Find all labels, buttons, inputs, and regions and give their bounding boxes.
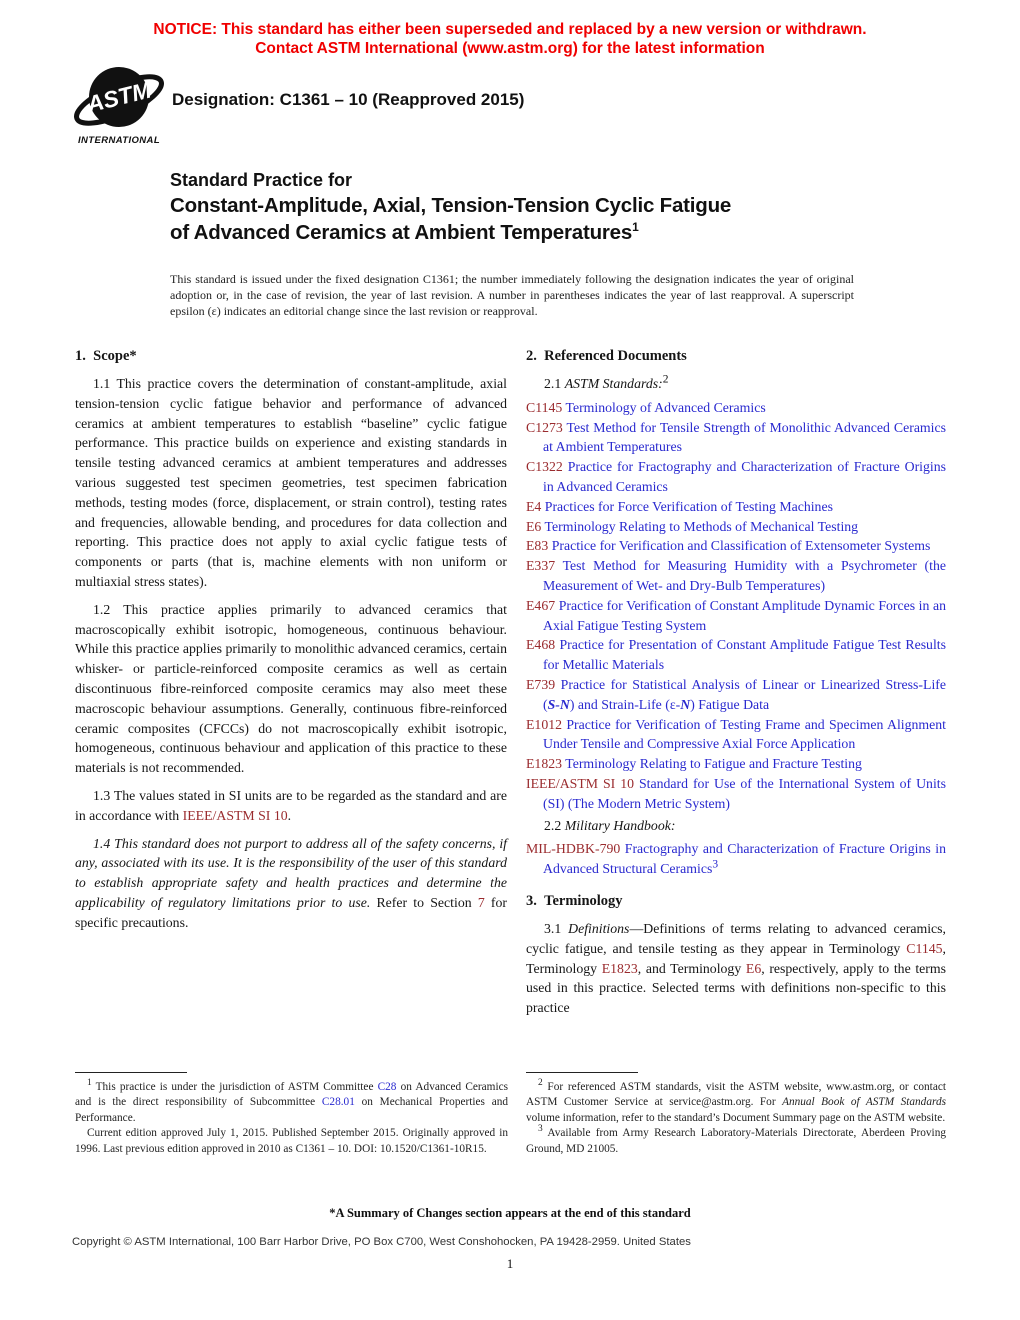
paragraph-1-2: 1.2 This practice applies primarily to advanced ceramics that macroscopically exhibit isotropic, homogeneous, continuous behaviour. While this practice applies primarily to monolithic advanced ceramics, certain whisker- or particle-reinforced composite ceramics as well as certain discontinuous fibre-reinforced composite ceramics may also meet these macroscopic behaviour assumptions. Generally, continuous fibre-reinforced ceramic composites (CFCCs) do not macroscopically exhibit isotropic, homogeneous, continuous behaviour and application of this practice to these materials is not recommended. <box>75 601 507 776</box>
reference-code-link[interactable]: E83 <box>526 538 549 554</box>
reference-title: Terminology Relating to Fatigue and Fracture Testing <box>565 756 862 772</box>
reference-title: Practice for Verification of Constant Amplitude Dynamic Forces in an Axial Fatigue Testing System <box>543 597 946 633</box>
copyright-line: Copyright © ASTM International, 100 Barr Harbor Drive, PO Box C700, West Conshohocken, PA 19428-2959. United States <box>72 1236 691 1248</box>
reference-item <box>526 457 946 497</box>
footnote-1 <box>75 1080 508 1126</box>
reference-item <box>526 517 946 537</box>
paragraph-3-1 <box>526 919 946 1018</box>
reference-code-link[interactable]: E4 <box>526 498 542 514</box>
right-column <box>526 348 946 1026</box>
footnote-2 <box>526 1080 946 1126</box>
sn-notation: S-N <box>547 696 570 712</box>
superseded-notice <box>0 20 1020 58</box>
designation: Designation: C1361 – 10 (Reapproved 2015) <box>172 90 525 109</box>
reference-item <box>526 418 946 458</box>
left-column <box>75 348 507 941</box>
scope-heading: 1. Scope* <box>75 348 137 364</box>
paragraph-1-4-italic: 1.4 This standard does not purport to address all of the safety concerns, if any, associated with its use. It is the responsibility of the user of this standard to establish appropriate safety and health practices and determine the applicability of regulatory limitations prior to use. <box>75 835 507 910</box>
title-line-1: Constant-Amplitude, Axial, Tension-Tension Cyclic Fatigue <box>170 194 732 217</box>
footnote-1-text: on Advanced Ceramics and is the direct responsibility of Subcommittee <box>75 1081 508 1109</box>
reference-item <box>526 596 946 636</box>
notice-line-1: NOTICE: This standard has either been superseded and replaced by a new version or withdrawn. <box>153 21 867 38</box>
reference-title: Practice for Presentation of Constant Amplitude Fatigue Test Results for Metallic Materials <box>543 637 946 673</box>
reference-title: Practice for Verification of Testing Frame and Specimen Alignment Under Tensile and Compressive Axial Force Application <box>543 716 946 752</box>
paragraph-3-1-text: —Definitions of terms relating to advanced ceramics, cyclic fatigue, and tensile testing as they appear in Terminology <box>526 920 946 956</box>
n-notation: N <box>680 696 691 712</box>
reference-title-segment: Fractography and Characterization of Fracture Origins in Advanced Structural Ceramics <box>543 841 946 877</box>
reference-title: Terminology Relating to Methods of Mechanical Testing <box>544 518 859 534</box>
paragraph-1-3-text: 1.3 The values stated in SI units are to be regarded as the standard and are in accordance with <box>75 787 507 823</box>
footnote-3-marker: 3 <box>538 1124 543 1135</box>
reference-item <box>526 556 946 596</box>
reference-title: Practices for Force Verification of Testing Machines <box>544 498 833 514</box>
reference-code-link[interactable]: E6 <box>526 518 542 534</box>
footnote-1-text: on Mechanical Properties and Performance. <box>75 1096 508 1124</box>
reference-code-link[interactable]: IEEE/ASTM SI 10 <box>526 775 635 791</box>
notice-line-2: Contact ASTM International (www.astm.org) for the latest information <box>255 40 765 57</box>
astm-logo <box>70 64 168 146</box>
footnote-2-marker: 2 <box>538 1078 543 1089</box>
reference-code-link[interactable]: E467 <box>526 597 556 613</box>
reference-item-military <box>526 839 946 879</box>
c1145-link[interactable]: C1145 <box>906 940 943 956</box>
reference-title: Terminology of Advanced Ceramics <box>565 399 766 415</box>
title-line-2 <box>170 219 731 246</box>
footnote-3-marker: 3 <box>712 858 719 871</box>
paragraph-2-2 <box>526 816 946 836</box>
reference-title-segment: Practice for Statistical Analysis of Linear or Linearized Stress-Life ( <box>543 676 946 712</box>
paragraph-1-4-end: for specific precautions. <box>75 894 507 930</box>
page-number: 1 <box>506 1256 514 1271</box>
paragraph-1-4-mid: Refer to Section <box>370 894 478 910</box>
paragraph-2-1-number: 2.1 <box>544 376 565 391</box>
definitions-term: Definitions <box>568 920 630 936</box>
reference-item <box>526 536 946 556</box>
e6-link[interactable]: E6 <box>745 960 762 976</box>
reference-code-link[interactable]: E739 <box>526 676 556 692</box>
paragraph-3-1-number: 3.1 <box>544 920 569 936</box>
c28-link[interactable]: C28 <box>377 1081 397 1093</box>
reference-code-link[interactable]: E337 <box>526 558 556 574</box>
reference-code-link[interactable]: E1012 <box>526 716 563 732</box>
astm-globe-icon <box>71 64 167 132</box>
reference-code-link[interactable]: E468 <box>526 637 556 653</box>
astm-logo-text: ASTM <box>84 76 154 118</box>
paragraph-3-1-text: , respectively, apply to the terms used in this practice. Selected terms with definitions non-specific to this practice <box>526 960 946 1016</box>
title-kicker: Standard Practice for <box>170 170 353 190</box>
reference-title: Test Method for Measuring Humidity with a Psychrometer (the Measurement of Wet- and Dry-Bulb Temperatures) <box>543 558 946 593</box>
footnote-block-right <box>526 1072 946 1157</box>
paragraph-1-3 <box>75 786 507 826</box>
footnote-block-left <box>75 1072 508 1157</box>
paragraph-3-1-text: , Terminology <box>526 940 946 976</box>
reference-item <box>526 774 946 814</box>
mil-hdbk-790-link[interactable]: MIL-HDBK-790 <box>526 841 621 857</box>
reference-title <box>543 677 946 712</box>
reference-title: Standard for Use of the International System of Units (SI) (The Modern Metric System) <box>543 775 946 811</box>
issued-note: This standard is issued under the fixed designation C1361; the number immediately following the designation indicates the year of original adoption or, in the case of revision, the year of last revision. A number in parentheses indicates the year of last reapproval. A superscript epsilon (ε) indicates an editorial change since the last revision or reapproval. <box>170 272 854 318</box>
footnote-2-text: volume information, refer to the standard’s Document Summary page on the ASTM website. <box>526 1111 946 1124</box>
reference-code-link[interactable]: E1823 <box>526 756 563 772</box>
e1823-link[interactable]: E1823 <box>601 960 638 976</box>
c28-01-link[interactable]: C28.01 <box>321 1096 355 1109</box>
ieee-astm-si10-link[interactable]: IEEE/ASTM SI 10 <box>182 807 288 823</box>
footnote-1-marker: 1 <box>87 1078 92 1089</box>
paragraph-2-2-number: 2.2 <box>544 817 565 833</box>
footnote-1-text: This practice is under the jurisdiction of ASTM Committee <box>91 1081 378 1093</box>
reference-item <box>526 635 946 675</box>
reference-title: Practice for Verification and Classification of Extensometer Systems <box>551 538 931 554</box>
title-block <box>170 168 731 246</box>
reference-item <box>526 497 946 517</box>
footnote-2-text: For referenced ASTM standards, visit the ASTM website, www.astm.org, or contact ASTM Customer Service at service@astm.org. For <box>526 1081 946 1109</box>
paragraph-2-1 <box>526 374 946 394</box>
paragraph-1-3-end: . <box>287 807 292 823</box>
reference-code-link[interactable]: C1322 <box>526 459 563 475</box>
reference-title: Practice for Fractography and Characterization of Fracture Origins in Advanced Ceramics <box>543 459 946 494</box>
paragraph-3-1-text: , and Terminology <box>637 960 746 976</box>
footnote-rule <box>526 1072 638 1073</box>
footnote-rule <box>75 1072 187 1073</box>
footnote-2-marker: 2 <box>662 373 669 386</box>
title-footnote-marker: 1 <box>632 220 639 235</box>
paragraph-1-1: 1.1 This practice covers the determination of constant-amplitude, axial tension-tension cyclic fatigue behavior and performance of advanced ceramics at ambient temperatures to establish “baseline” cyclic fatigue performance. This practice builds on experience and existing standards in tensile testing advanced ceramics at ambient temperatures and addresses various suggested test specimen geometries, test specimen fabrication methods, testing modes (force, displacement, or strain control), testing rates and frequencies, allowable bending, and procedures for data collection and reporting. This practice does not apply to axial cyclic fatigue tests of components or parts (that is, machine elements with non uniform or multiaxial stress states). <box>75 376 507 589</box>
section-7-link[interactable]: 7 <box>477 894 485 910</box>
title-line-2-text: of Advanced Ceramics at Ambient Temperatures <box>170 221 633 244</box>
terminology-heading: 3. Terminology <box>526 892 623 909</box>
reference-item <box>526 675 946 715</box>
paragraph-2-2-italic: Military Handbook: <box>564 817 676 833</box>
reference-item <box>526 715 946 755</box>
reference-code-link[interactable]: C1145 <box>526 399 563 415</box>
paragraph-1-4 <box>75 834 507 933</box>
reference-title-segment: ) Fatigue Data <box>690 696 770 712</box>
reference-title-segment: ) and Strain-Life (ε- <box>569 696 681 712</box>
footnote-1-edition: Current edition approved July 1, 2015. Published September 2015. Originally approved in 1996. Last previous edition approved in 2010 as C1361 – 10. DOI: 10.1520/C1361-10R15. <box>75 1127 508 1155</box>
paragraph-2-1-italic: ASTM Standards: <box>564 376 663 391</box>
summary-of-changes-note: *A Summary of Changes section appears at the end of this standard <box>329 1206 691 1220</box>
footnote-3 <box>526 1126 946 1157</box>
referenced-documents-heading: 2. Referenced Documents <box>526 348 687 364</box>
footnote-3-text: Available from Army Research Laboratory-Materials Directorate, Aberdeen Proving Ground, MD 21005. <box>526 1127 946 1155</box>
reference-item <box>526 398 946 418</box>
annual-book-title: Annual Book of ASTM Standards <box>782 1096 946 1109</box>
astm-logo-subtext: INTERNATIONAL <box>77 135 161 146</box>
reference-title: Test Method for Tensile Strength of Monolithic Advanced Ceramics at Ambient Temperatures <box>543 419 946 455</box>
reference-code-link[interactable]: C1273 <box>526 419 563 435</box>
reference-item <box>526 754 946 774</box>
